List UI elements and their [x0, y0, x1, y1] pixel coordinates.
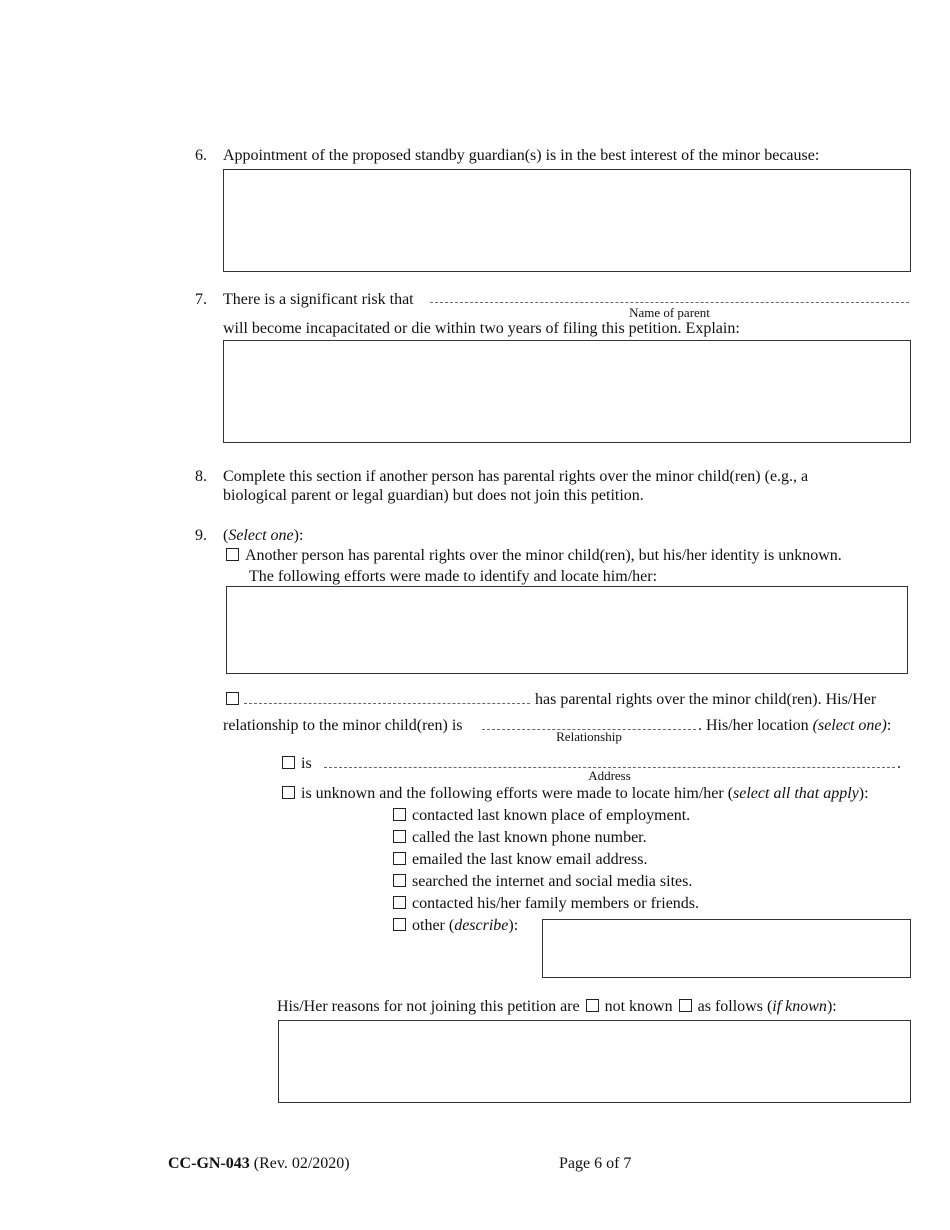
parent-name-caption: Name of parent — [629, 305, 710, 320]
identify-efforts-textbox[interactable] — [226, 586, 908, 674]
item-7-text-b: will become incapacitated or die within two years of filing this petition. Explain: — [223, 320, 740, 337]
other-efforts-textbox[interactable] — [542, 919, 911, 978]
reasons-line: His/Her reasons for not joining this petition are not known as follows (if known): — [277, 998, 837, 1015]
footer-page-number: Page 6 of 7 — [559, 1155, 632, 1172]
location-text: . His/her location (select one): — [698, 717, 892, 734]
identity-unknown-line-2: The following efforts were made to identify and locate him/her: — [249, 568, 658, 585]
effort-employment: contacted last known place of employment. — [393, 806, 690, 826]
effort-other-checkbox[interactable] — [393, 918, 406, 931]
reasons-textbox[interactable] — [278, 1020, 911, 1103]
parent-name-field[interactable] — [430, 302, 909, 303]
known-person-option — [226, 690, 245, 710]
known-person-checkbox[interactable] — [226, 692, 239, 705]
effort-phone-checkbox[interactable] — [393, 830, 406, 843]
effort-email-checkbox[interactable] — [393, 852, 406, 865]
effort-family-checkbox[interactable] — [393, 896, 406, 909]
item-8-line-2: biological parent or legal guardian) but does not join this petition. — [223, 487, 644, 504]
reasons-as-follows-checkbox[interactable] — [679, 999, 692, 1012]
reasons-not-known-checkbox[interactable] — [586, 999, 599, 1012]
item-6-text: Appointment of the proposed standby guardian(s) is in the best interest of the minor because: — [223, 147, 820, 164]
effort-internet: searched the internet and social media sites. — [393, 872, 692, 892]
address-period: . — [897, 755, 901, 772]
known-person-name-field[interactable] — [244, 703, 530, 704]
effort-phone: called the last known phone number. — [393, 828, 647, 848]
relationship-prefix: relationship to the minor child(ren) is — [223, 717, 463, 734]
relationship-caption: Relationship — [556, 729, 622, 744]
item-7-text-a: There is a significant risk that — [223, 291, 414, 308]
item-8-line-1: Complete this section if another person has parental rights over the minor child(ren) (e.g., a — [223, 468, 809, 485]
location-is-checkbox[interactable] — [282, 756, 295, 769]
item-8-number: 8. — [195, 468, 207, 485]
identity-unknown-checkbox[interactable] — [226, 548, 239, 561]
item-9-number: 9. — [195, 527, 207, 544]
location-is-option: is — [282, 754, 312, 774]
footer-form-id: CC-GN-043 (Rev. 02/2020) — [168, 1155, 350, 1172]
best-interest-textbox[interactable] — [223, 169, 911, 272]
address-caption: Address — [588, 768, 631, 783]
known-person-text: has parental rights over the minor child(ren). His/Her — [535, 691, 877, 708]
effort-internet-checkbox[interactable] — [393, 874, 406, 887]
risk-explain-textbox[interactable] — [223, 340, 911, 443]
item-9-select-one: (Select one): — [223, 527, 304, 544]
location-unknown-checkbox[interactable] — [282, 786, 295, 799]
effort-family: contacted his/her family members or friends. — [393, 894, 699, 914]
effort-other: other (describe): — [393, 916, 518, 936]
effort-employment-checkbox[interactable] — [393, 808, 406, 821]
location-unknown-option: is unknown and the following efforts were made to locate him/her (select all that apply): — [282, 784, 869, 804]
item-7-number: 7. — [195, 291, 207, 308]
identity-unknown-text: Another person has parental rights over the minor child(ren), but his/her identity is unknown. — [245, 547, 842, 564]
item-6-number: 6. — [195, 147, 207, 164]
identity-unknown-option — [226, 546, 842, 566]
effort-email: emailed the last know email address. — [393, 850, 647, 870]
